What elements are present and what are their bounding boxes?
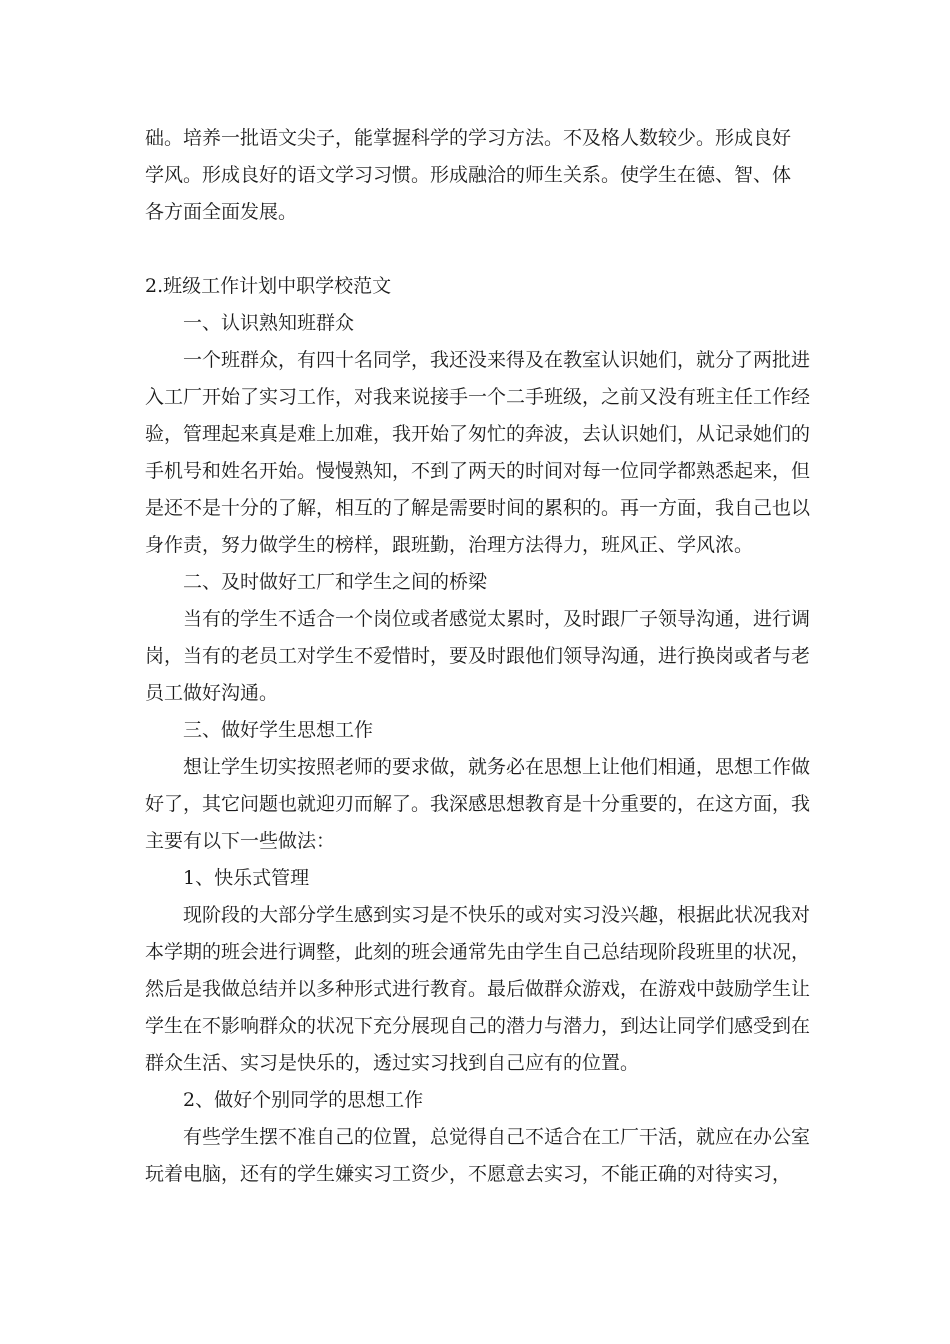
intro-paragraph <box>145 120 810 231</box>
heading-3: 三、做好学生思想工作 <box>183 719 374 741</box>
text-line: 各方面全面发展。 <box>145 201 298 223</box>
paragraph-4: 现阶段的大部分学生感到实习是不快乐的或对实习没兴趣，根据此状况我对本学期的班会进行调整，此刻的班会通常先由学生自己总结现阶段班里的状况，然后是我做总结并以多种形式进行教育。最后做群众游戏，在游戏中鼓励学生让学生在不影响群众的状况下充分展现自己的潜力与潜力，到达让同学们感受到在群众生活、实习是快乐的，透过实习找到自己应有的位置。 <box>145 904 811 1074</box>
text-line: 础。培养一批语文尖子，能掌握科学的学习方法。不及格人数较少。形成良好 <box>145 127 792 149</box>
heading-2: 二、及时做好工厂和学生之间的桥梁 <box>183 571 488 593</box>
paragraph-1: 一个班群众，有四十名同学，我还没来得及在教室认识她们，就分了两批进入工厂开始了实习工作，对我来说接手一个二手班级，之前又没有班主任工作经验，管理起来真是难上加难，我开始了匆忙的奔波，去认识她们，从记录她们的手机号和姓名开始。慢慢熟知，不到了两天的时间对每一位同学都熟悉起来，但是还不是十分的了解，相互的了解是需要时间的累积的。再一方面，我自己也以身作责，努力做学生的榜样，跟班勤，治理方法得力，班风正、学风浓。 <box>145 349 811 556</box>
text-line: 学风。形成良好的语文学习习惯。形成融洽的师生关系。使学生在德、智、体 <box>145 164 792 186</box>
paragraph-5: 有些学生摆不准自己的位置，总觉得自己不适合在工厂干活，就应在办公室玩着电脑，还有的学生嫌实习工资少，不愿意去实习，不能正确的对待实习， <box>145 1126 811 1185</box>
heading-1: 一、认识熟知班群众 <box>183 312 355 334</box>
section-title: 2.班级工作计划中职学校范文 <box>145 275 392 297</box>
paragraph-3: 想让学生切实按照老师的要求做，就务必在思想上让他们相通，思想工作做好了，其它问题也就迎刃而解了。我深感思想教育是十分重要的，在这方面，我主要有以下一些做法： <box>145 756 811 852</box>
subheading-2: 2、做好个别同学的思想工作 <box>183 1089 424 1111</box>
paragraph-2: 当有的学生不适合一个岗位或者感觉太累时，及时跟厂子领导沟通，进行调岗，当有的老员工对学生不爱惜时，要及时跟他们领导沟通，进行换岗或者与老员工做好沟通。 <box>145 608 811 704</box>
subheading-1: 1、快乐式管理 <box>183 867 310 889</box>
document-body <box>145 120 810 1193</box>
